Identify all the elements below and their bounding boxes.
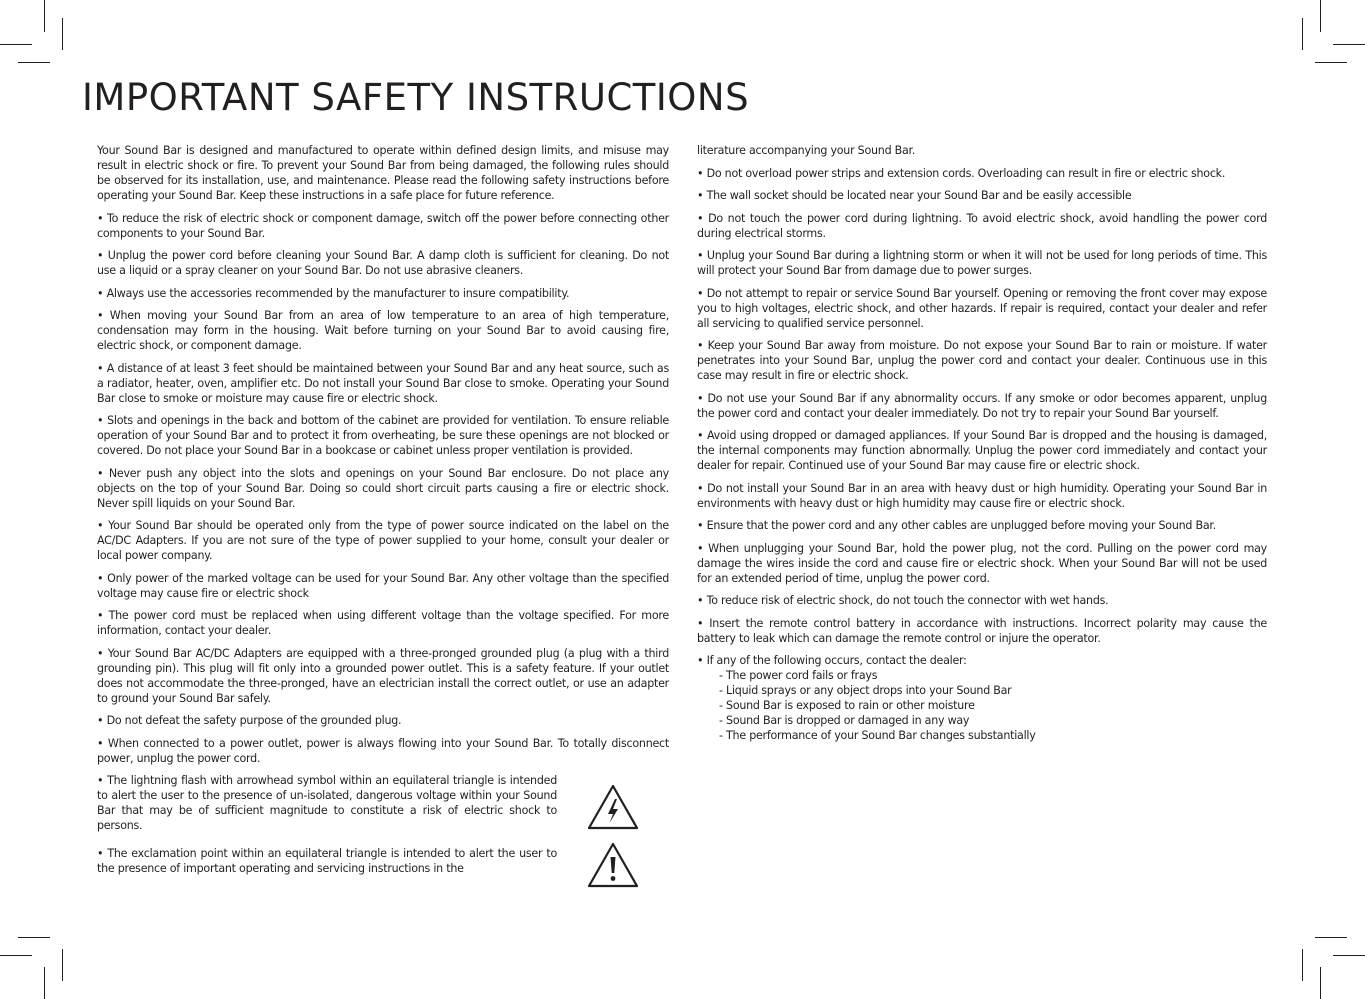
list-item: - Liquid sprays or any object drops into your Sound Bar	[719, 684, 1012, 697]
instruction-item: • Do not defeat the safety purpose of the grounded plug.	[97, 714, 402, 727]
instruction-item: • Do not install your Sound Bar in an area with heavy dust or high humidity. Operating your Sound Bar in environments with heavy dust or high humidity may cause fire or electric shock.	[697, 481, 1267, 510]
crop-mark	[18, 937, 50, 938]
intro-paragraph: Your Sound Bar is designed and manufactured to operate within defined design limits, and misuse may result in electric shock or fire. To prevent your Sound Bar from being damaged, the following rules should be observed for its installation, use, and maintenance. Please read the following safety instructions before operating your Sound Bar. Keep these instructions in a safe place for future reference.	[97, 144, 669, 202]
page-title: IMPORTANT SAFETY INSTRUCTIONS	[82, 76, 750, 119]
continued-text: literature accompanying your Sound Bar.	[697, 144, 916, 157]
crop-mark	[18, 62, 50, 63]
lightning-note: • The lightning flash with arrowhead symbol within an equilateral triangle is intended to alert the user to the presence of un-isolated, dangerous voltage within your Sound Bar that may be of sufficient magnitude to constitute a risk of electric shock to persons.	[97, 774, 557, 832]
crop-mark	[1315, 62, 1347, 63]
instruction-item: • Ensure that the power cord and any other cables are unplugged before moving your Sound Bar.	[697, 519, 1216, 532]
crop-mark	[0, 955, 32, 956]
instruction-item: • Do not overload power strips and extension cords. Overloading can result in fire or electric shock.	[697, 166, 1226, 180]
instruction-item: • The power cord must be replaced when using different voltage than the voltage specified. For more information, contact your dealer.	[97, 609, 669, 637]
dealer-intro: • If any of the following occurs, contact the dealer:	[697, 654, 967, 667]
list-item: - The performance of your Sound Bar changes substantially	[719, 729, 1036, 742]
instruction-item: • Do not attempt to repair or service Sound Bar yourself. Opening or removing the front cover may expose you to high voltages, electric shock, and other hazards. If repair is required, contact your dealer and refer all servicing to qualified service personnel.	[697, 286, 1267, 330]
instruction-item: • A distance of at least 3 feet should be maintained between your Sound Bar and any heat source, such as a radiator, heater, oven, amplifier etc. Do not install your Sound Bar close to smoke. Operating your Sound Bar close to smoke or moisture may cause fire or electric shock.	[97, 361, 669, 405]
instruction-item: • Slots and openings in the back and bottom of the cabinet are provided for ventilation. To ensure reliable operation of your Sound Bar and to protect it from overheating, be sure these openings are not blocked or covered. Do not place your Sound Bar in a bookcase or cabinet unless proper ventilation is provided.	[97, 414, 669, 457]
crop-mark	[62, 949, 63, 981]
instruction-item: • Only power of the marked voltage can be used for your Sound Bar. Any other voltage than the specified voltage may cause fire or electric shock	[97, 571, 669, 600]
instruction-item: • Keep your Sound Bar away from moisture. Do not expose your Sound Bar to rain or moisture. If water penetrates into your Sound Bar, unplug the power cord and contact your dealer. Continuous use in this case may result in fire or electric shock.	[697, 339, 1267, 382]
dealer-conditions-list	[697, 668, 1059, 743]
crop-mark	[1320, 0, 1321, 32]
list-item: - Sound Bar is exposed to rain or other moisture	[719, 699, 975, 712]
instruction-item: • When moving your Sound Bar from an area of low temperature to an area of high temperature, condensation may form in the housing. Wait before turning on your Sound Bar to avoid causing fire, electric shock, or component damage.	[97, 309, 669, 352]
instruction-item: • Insert the remote control battery in accordance with instructions. Incorrect polarity may cause the battery to leak which can damage the remote control or injure the operator.	[697, 616, 1267, 645]
instruction-item: • To reduce risk of electric shock, do not touch the connector with wet hands.	[697, 594, 1109, 607]
crop-mark	[0, 44, 32, 45]
crop-mark	[1333, 955, 1365, 956]
exclamation-note-row	[97, 841, 669, 889]
instruction-item: • Always use the accessories recommended by the manufacturer to insure compatibility.	[97, 286, 570, 300]
instruction-item: • Avoid using dropped or damaged appliances. If your Sound Bar is dropped and the housing is damaged, the internal components may function abnormally. Unplug the power cord immediately and contact your dealer for repair. Continued use of your Sound Bar may cause fire or electric shock.	[697, 429, 1267, 472]
exclamation-warning-icon	[587, 841, 639, 889]
crop-mark	[1302, 18, 1303, 50]
crop-mark	[1333, 44, 1365, 45]
instruction-item: • The wall socket should be located near your Sound Bar and be easily accessible	[697, 189, 1132, 202]
crop-mark	[44, 967, 45, 999]
exclamation-note: • The exclamation point within an equilateral triangle is intended to alert the user to the presence of important operating and servicing instructions in the	[97, 846, 557, 875]
instruction-item: • Unplug the power cord before cleaning your Sound Bar. A damp cloth is sufficient for cleaning. Do not use a liquid or a spray cleaner on your Sound Bar. Do not use abrasive cleaners.	[97, 249, 669, 277]
instruction-item: • Your Sound Bar should be operated only from the type of power source indicated on the label on the AC/DC Adapters. If you are not sure of the type of power supplied to your home, consult your dealer or local power company.	[97, 519, 669, 562]
crop-mark	[1320, 967, 1321, 999]
lightning-warning-icon	[587, 783, 639, 831]
instruction-item: • When connected to a power outlet, power is always flowing into your Sound Bar. To totally disconnect power, unplug the power cord.	[97, 736, 669, 765]
instruction-item: • When unplugging your Sound Bar, hold the power plug, not the cord. Pulling on the power cord may damage the wires inside the cord and cause fire or electric shock. When your Sound Bar will not be used for an extended period of time, unplug the power cord.	[697, 541, 1267, 585]
instruction-item: • Your Sound Bar AC/DC Adapters are equipped with a three-pronged grounded plug (a plug with a third grounding pin). This plug will fit only into a grounded power outlet. This is a safety feature. If your outlet does not accommodate the three-pronged, have an electrician install the correct outlet, or use an adapter to ground your Sound Bar safely.	[97, 646, 669, 705]
list-item: - Sound Bar is dropped or damaged in any way	[719, 714, 970, 727]
instruction-item: • Unplug your Sound Bar during a lightning storm or when it will not be used for long periods of time. This will protect your Sound Bar from damage due to power surges.	[697, 249, 1267, 277]
crop-mark	[62, 18, 63, 50]
left-column	[97, 143, 669, 889]
instruction-item: • Do not touch the power cord during lightning. To avoid electric shock, avoid handling the power cord during electrical storms.	[697, 211, 1267, 240]
crop-mark	[1302, 949, 1303, 981]
crop-mark	[44, 0, 45, 32]
instruction-item: • Do not use your Sound Bar if any abnormality occurs. If any smoke or odor becomes apparent, unplug the power cord and contact your dealer immediately. Do not try to repair your Sound Bar yourself.	[697, 391, 1267, 420]
crop-mark	[1315, 937, 1347, 938]
instruction-item: • Never push any object into the slots and openings on your Sound Bar enclosure. Do not place any objects on the top of your Sound Bar. Doing so could short circuit parts causing a fire or electric shock. Never spill liquids on your Sound Bar.	[97, 466, 669, 510]
list-item: - The power cord fails or frays	[719, 669, 878, 682]
lightning-note-row	[97, 773, 669, 841]
instruction-item: • To reduce the risk of electric shock or component damage, switch off the power before connecting other components to your Sound Bar.	[97, 211, 669, 240]
right-column	[697, 143, 1267, 743]
